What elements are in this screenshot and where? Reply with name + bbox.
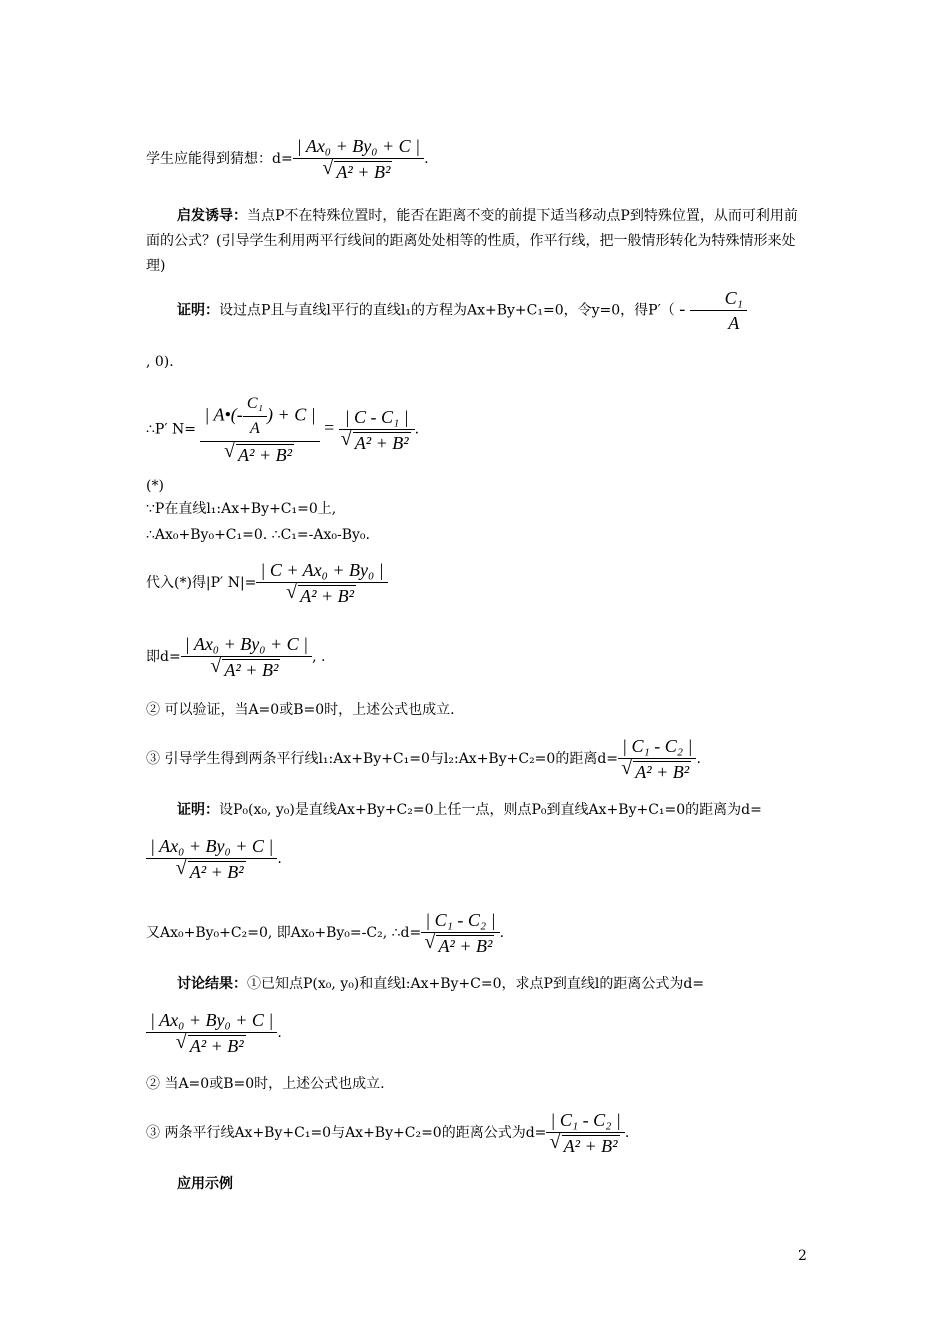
denominator: A² + B²: [238, 445, 292, 465]
text: 当点P不在特殊位置时，能否在距离不变的前提下适当移动点P到特殊位置，从而可利用前面的公式？(引导学生利用两平行线间的距离处处相等的性质，作平行线，把一般情形转化为特殊情形来处理): [146, 208, 798, 274]
star-mark: (*): [146, 478, 164, 494]
denominator: A² + B²: [563, 1136, 618, 1156]
numerator: | C₁ - C₂ |: [546, 1110, 624, 1133]
pn-line: [146, 394, 810, 465]
denominator: A² + B²: [300, 586, 355, 606]
numerator: | Ax₀ + By₀ + C |: [146, 836, 277, 859]
discussion-line: [146, 974, 810, 994]
substitute-formula: [256, 560, 387, 606]
text: .: [499, 925, 505, 941]
proof2-line: [146, 800, 810, 820]
text: .: [696, 751, 701, 767]
numerator: | C₁ - C₂ |: [618, 736, 696, 759]
substitute-line: [146, 560, 810, 606]
a: A: [250, 420, 260, 437]
proof-line-3: ∴Ax₀+By₀+C₁=0. ∴C₁=-Ax₀-By₀.: [146, 527, 370, 543]
c1: C₁: [243, 394, 267, 417]
pn-formula-2: [339, 407, 415, 453]
hint-paragraph: [146, 204, 810, 279]
numerator-b: ) + C |: [267, 404, 316, 425]
text: ③ 两条平行线Ax+By+C₁=0与Ax+By+C₂=0的距离公式为d=: [146, 1125, 547, 1141]
label: 启发诱导：: [177, 208, 247, 224]
denominator: A² + B²: [336, 162, 391, 182]
text: .: [277, 1025, 282, 1041]
label: 讨论结果：: [177, 976, 247, 992]
label: 证明：: [177, 802, 219, 818]
denominator: A: [728, 313, 740, 333]
c1-over-a: [690, 288, 747, 333]
distance-formula: [293, 136, 424, 182]
parallel-formula: [618, 736, 696, 782]
text: .: [277, 851, 282, 867]
denominator: A² + B²: [354, 432, 409, 453]
numerator: | C - C₁ |: [339, 407, 415, 430]
text: 学生应能得到猜想：d=: [146, 151, 293, 167]
proof2-formula: [146, 836, 277, 882]
proof-line-2: ∵P在直线l₁:Ax+By+C₁=0上,: [146, 501, 337, 517]
pn-formula: [200, 394, 319, 465]
proof-line-1-tail: , 0).: [146, 354, 174, 370]
text: 设过点P且与直线l平行的直线l₁的方程为Ax+By+C₁=0，令y=0，得P′（: [219, 302, 675, 319]
verify-line: ② 可以验证，当A=0或B=0时，上述公式也成立.: [146, 702, 455, 718]
numerator: | Ax₀ + By₀ + C |: [146, 1010, 277, 1033]
denominator: A² + B²: [635, 762, 690, 782]
text: 代入(*)得|P′ N|=: [146, 575, 257, 591]
page-number: 2: [798, 1248, 807, 1264]
text: 设P₀(x₀, y₀)是直线Ax+By+C₂=0上任一点，则点P₀到直线Ax+By+C₁=0的距离为d=: [219, 802, 762, 818]
text: .: [424, 151, 429, 167]
result-line: [146, 634, 810, 680]
numerator: | Ax₀ + By₀ + C |: [181, 634, 312, 657]
text: 又Ax₀+By₀+C₂=0, 即Ax₀+By₀=-C₂, ∴d=: [146, 925, 422, 941]
conjecture-line: [146, 136, 810, 182]
denominator: A² + B²: [189, 1036, 244, 1056]
label: 证明：: [177, 302, 219, 319]
denominator: A² + B²: [224, 660, 279, 680]
text: .: [624, 1125, 630, 1141]
text: , .: [312, 649, 326, 665]
discussion-formula: [146, 1010, 277, 1056]
numerator: | Ax₀ + By₀ + C |: [293, 136, 424, 159]
text: .: [414, 421, 420, 438]
proof-line-1: [146, 288, 810, 333]
result-formula: [181, 634, 312, 680]
numerator: | C + Ax₀ + By₀ |: [256, 560, 387, 583]
text: ①已知点P(x₀, y₀)和直线l:Ax+By+C=0，求点P到直线l的距离公式为d=: [247, 976, 705, 992]
again-formula: [421, 910, 499, 956]
denominator: A² + B²: [438, 936, 493, 956]
discussion-3: [146, 1110, 810, 1156]
parallel-line: [146, 736, 810, 782]
text: 即d=: [146, 649, 181, 665]
minus: -: [679, 298, 686, 319]
discussion-formula-line: [146, 1010, 810, 1056]
numerator: | C₁ - C₂ |: [421, 910, 499, 933]
proof2-formula-line: [146, 836, 810, 882]
equals: =: [324, 417, 335, 438]
text: ③ 引导学生得到两条平行线l₁:Ax+By+C₁=0与l₂:Ax+By+C₂=0的距离d=: [146, 751, 619, 767]
discussion-2: ② 当A=0或B=0时，上述公式也成立.: [146, 1076, 385, 1092]
discussion-3-formula: [546, 1110, 624, 1156]
denominator: A² + B²: [189, 862, 244, 882]
numerator: C₁: [690, 288, 747, 311]
numerator-a: | A•(-: [204, 404, 243, 425]
again-line: [146, 910, 810, 956]
text: ∴P′ N=: [146, 421, 196, 438]
heading: 应用示例: [177, 1176, 233, 1192]
section-heading: [146, 1174, 810, 1194]
